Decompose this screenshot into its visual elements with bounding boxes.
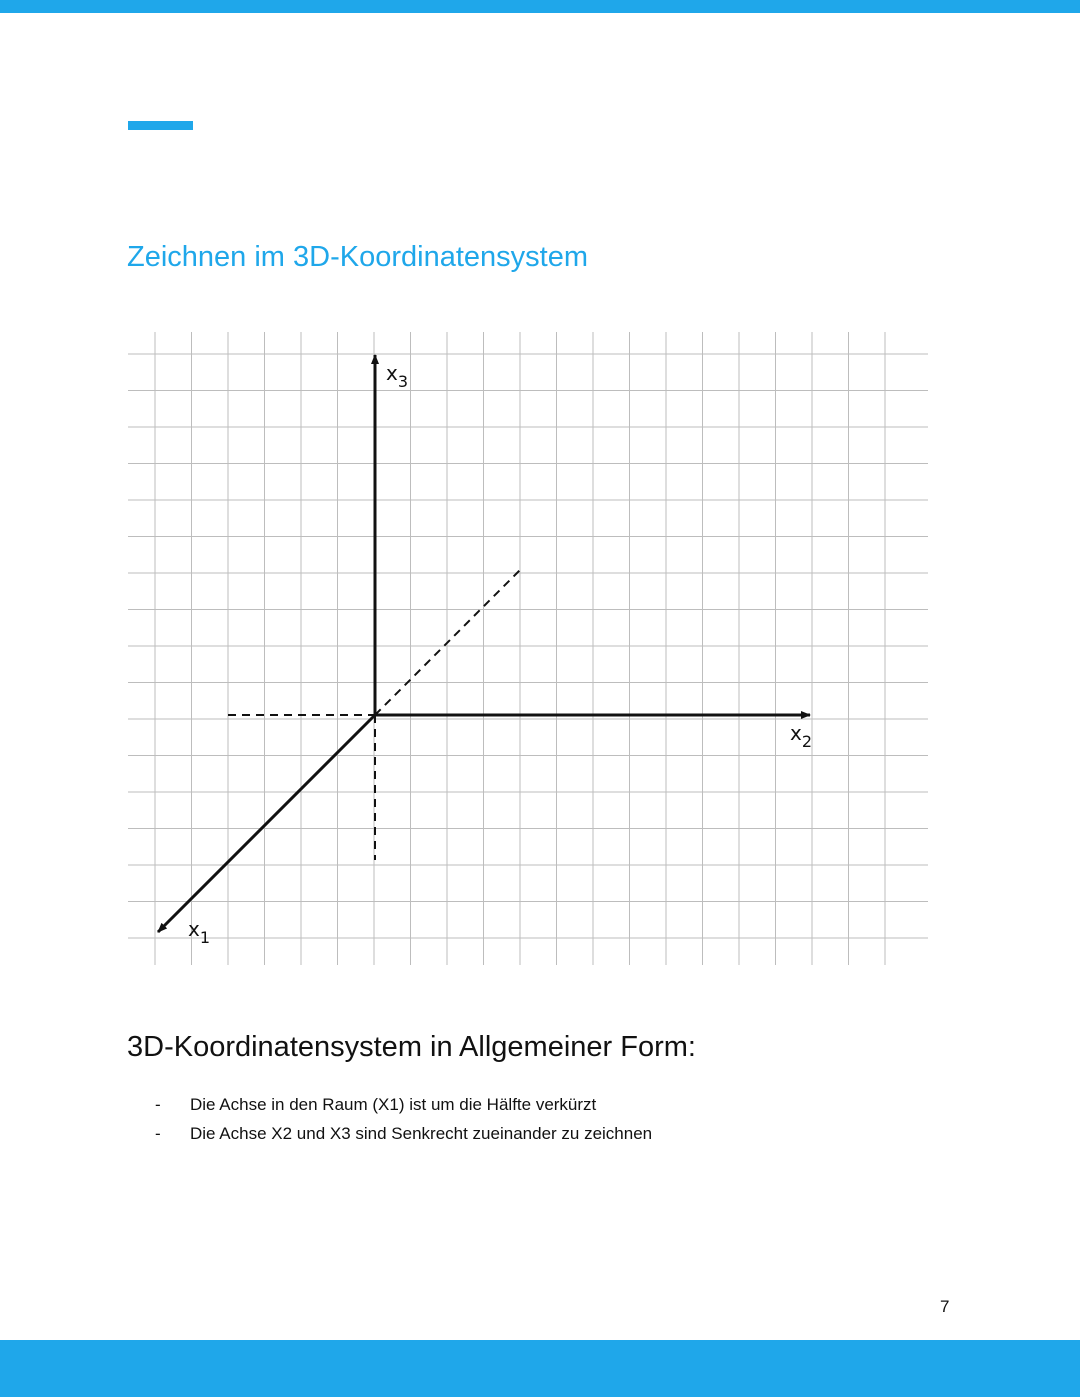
- list-bullet: -: [155, 1095, 161, 1114]
- x1-axis-label: $x_1$: [188, 917, 211, 947]
- accent-dash: [128, 121, 193, 130]
- page-number: 7: [940, 1297, 950, 1316]
- x2-axis-label: $x_2$: [790, 721, 813, 751]
- section-heading: 3D-Koordinatensystem in Allgemeiner Form:: [127, 1031, 696, 1063]
- note-text: Die Achse X2 und X3 sind Senkrecht zueinander zu zeichnen: [190, 1124, 653, 1143]
- x1-axis: [158, 715, 375, 932]
- note-text: Die Achse in den Raum (X1) ist um die Hälfte verkürzt: [190, 1095, 597, 1114]
- coordinate-system-diagram: [120, 320, 940, 980]
- top-accent-bar: [0, 0, 1080, 13]
- list-bullet: -: [155, 1124, 161, 1143]
- bottom-accent-bar: [0, 1340, 1080, 1397]
- grid: [128, 332, 928, 965]
- page-title: Zeichnen im 3D-Koordinatensystem: [127, 241, 588, 273]
- x3-axis-label: $x_3$: [386, 361, 409, 391]
